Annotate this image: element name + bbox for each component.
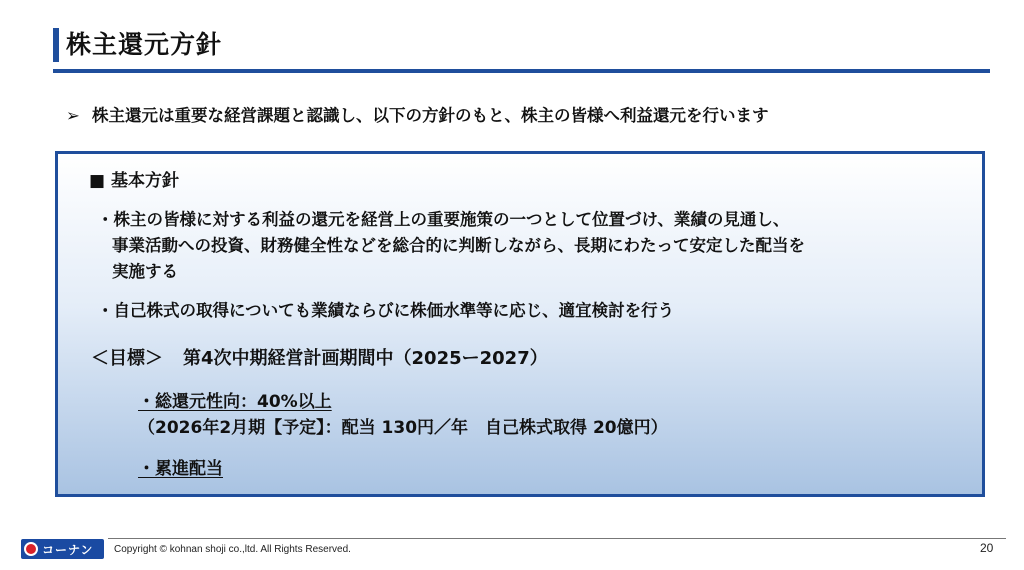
target-label: ＜目標＞ — [91, 348, 163, 369]
title-accent-bar — [53, 28, 59, 62]
policy-line-3: 実施する — [112, 262, 178, 281]
square-bullet-icon: ■ — [89, 171, 106, 191]
copyright-notice: Copyright © kohnan shoji co.,ltd. All Rights Reserved. — [114, 544, 351, 555]
policy-line-1: ・株主の皆様に対する利益の還元を経営上の重要施策の一つとして位置づけ、業績の見通し、 — [97, 210, 790, 229]
buyback-policy: ・自己株式の取得についても業績ならびに株価水準等に応じ、適宜検討を行う — [97, 301, 675, 320]
target-payout-detail: （2026年2月期【予定】：配当 130円／年 自己株式取得 20億円） — [138, 418, 668, 438]
target-progressive-dividend: ・累進配当 — [138, 459, 223, 479]
lead-statement — [66, 103, 769, 129]
target-payout-ratio: ・総還元性向：40%以上 — [138, 392, 332, 412]
footer-divider — [108, 538, 1006, 539]
section-title: 基本方針 — [111, 171, 179, 191]
policy-line-2: 事業活動への投資、財務健全性などを総合的に判断しながら、長期にわたって安定した配当を — [112, 236, 805, 255]
policy-box — [55, 151, 985, 497]
section-heading — [89, 168, 179, 194]
lead-text: 株主還元は重要な経営課題と認識し、以下の方針のもと、株主の皆様へ利益還元を行います — [92, 106, 769, 125]
logo-circle-icon — [24, 542, 38, 556]
page-title: 株主還元方針 — [66, 30, 223, 59]
page-number: 20 — [980, 541, 994, 555]
target-period: 第4次中期経営計画期間中（2025ー2027） — [183, 348, 548, 369]
target-heading — [91, 345, 548, 373]
arrow-bullet-icon: ➢ — [66, 106, 80, 125]
company-logo — [21, 539, 104, 559]
logo-text: コーナン — [42, 542, 94, 557]
title-underline — [53, 69, 990, 73]
policy-paragraph — [97, 207, 805, 285]
